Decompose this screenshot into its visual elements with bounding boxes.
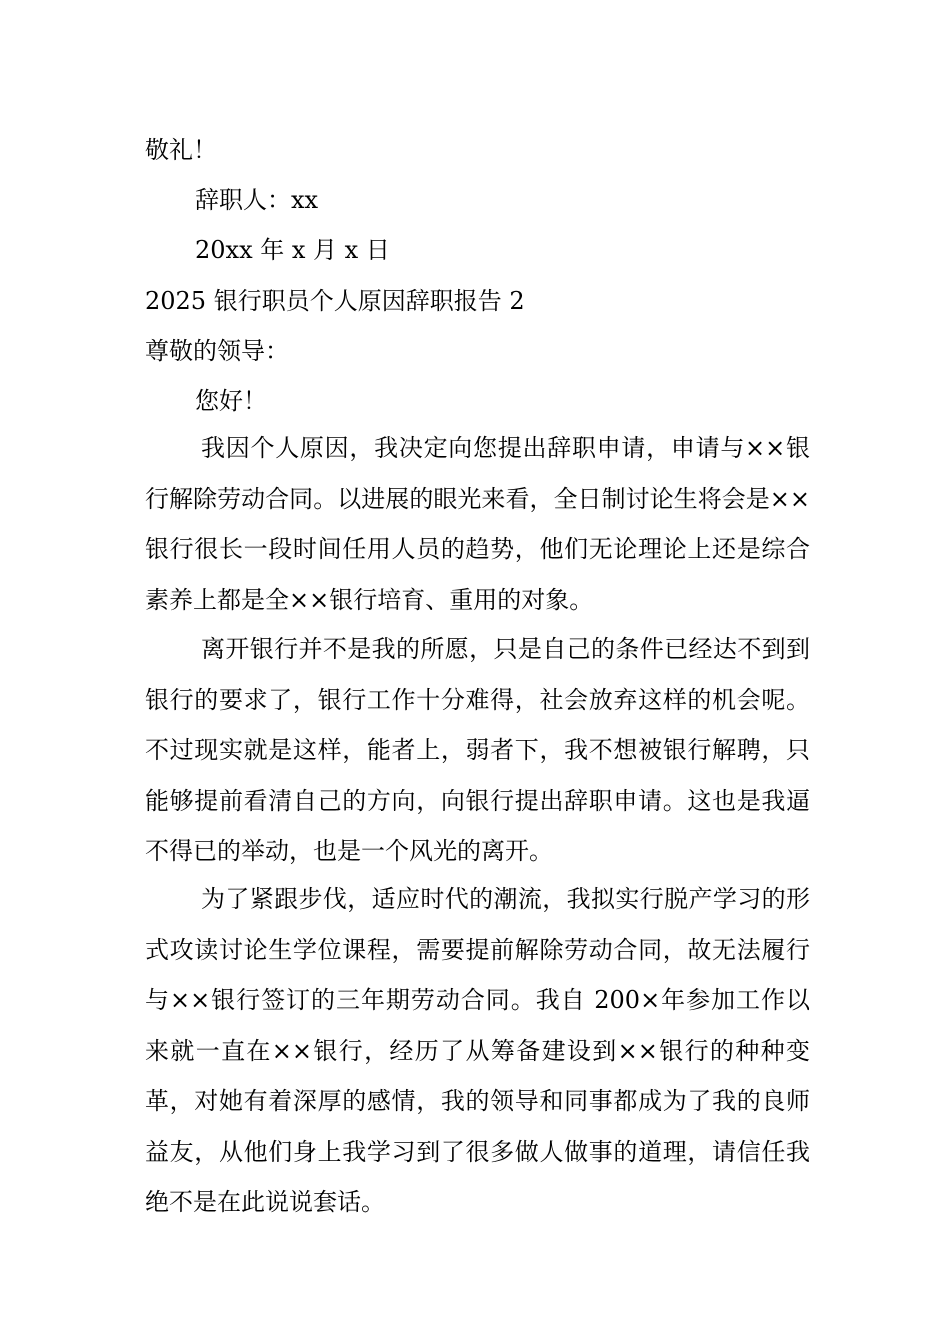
body-paragraph-2: 离开银行并不是我的所愿，只是自己的条件已经达不到到银行的要求了，银行工作十分难得，社会放弃这样的机会呢。不过现实就是这样，能者上，弱者下，我不想被银行解聘，只能够提前看清自己的方向，向银行提出辞职申请。这也是我逼不得已的举动，也是一个风光的离开。 — [145, 635, 810, 865]
letter-title: 2025 银行职员个人原因辞职报告 2 — [145, 287, 525, 315]
body-paragraph-3: 为了紧跟步伐，适应时代的潮流，我拟实行脱产学习的形式攻读讨论生学位课程，需要提前解除劳动合同，故无法履行与××银行签订的三年期劳动合同。我自 200×年参加工作以来就一直在××银行，经历了从筹备建设到××银行的种种变革，对她有着深厚的感情，我的领导和同事都成为了我的良师益友，从他们身上我学习到了很多做人做事的道理，请信任我绝不是在此说说套话。 — [145, 885, 810, 1216]
signer-line: 辞职人：xx — [195, 186, 319, 214]
closing-salute: 敬礼！ — [145, 136, 217, 164]
greeting-line: 您好！ — [195, 387, 267, 415]
recipient-line: 尊敬的领导： — [145, 337, 289, 365]
body-paragraph-1: 我因个人原因，我决定向您提出辞职申请，申请与××银行解除劳动合同。以进展的眼光来看，全日制讨论生将会是××银行很长一段时间任用人员的趋势，他们无论理论上还是综合素养上都是全××银行培育、重用的对象。 — [145, 434, 810, 614]
date-line: 20xx 年 x 月 x 日 — [195, 236, 390, 264]
